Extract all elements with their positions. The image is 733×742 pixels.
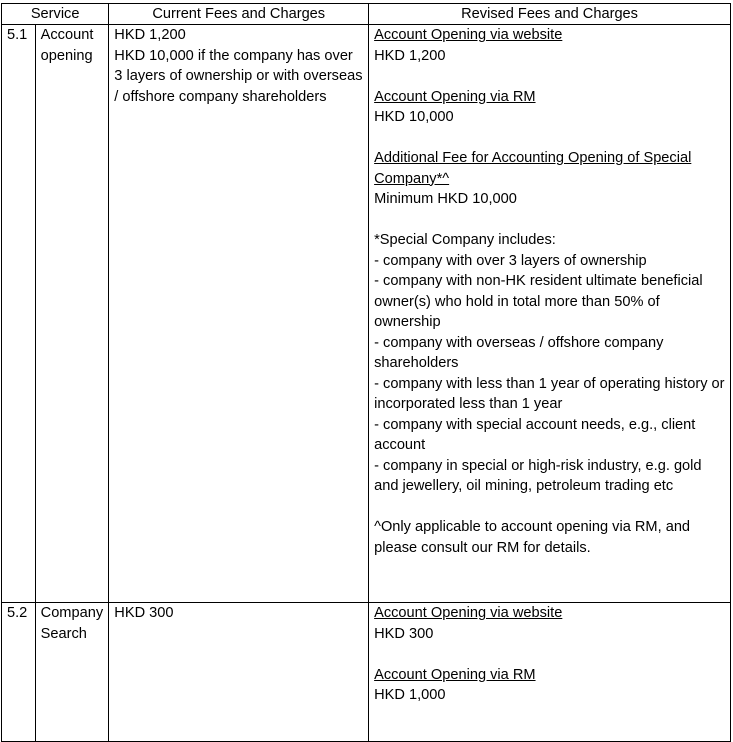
revised-fees-cell [369,25,731,603]
table-row [2,603,731,742]
current-fees-cell [109,603,369,742]
current-fee-line: HKD 300 [114,605,174,621]
service-name: Company Search [35,603,109,742]
special-company-item: - company with special account needs, e.g., client account [374,416,696,453]
rm-fee: HKD 10,000 [374,109,454,125]
header-revised-fees: Revised Fees and Charges [369,4,731,25]
website-fee: HKD 1,200 [374,47,446,64]
special-company-item: - company with non-HK resident ultimate beneficial owner(s) who hold in total more than 50% of ownership [374,273,703,330]
row-number: 5.1 [2,25,36,603]
header-row [2,4,731,25]
header-service: Service [2,4,109,25]
website-heading: Account Opening via website [374,605,563,621]
rm-fee: HKD 1,000 [374,687,446,703]
rm-note: ^Only applicable to account opening via RM, and please consult our RM for details. [374,519,691,556]
website-fee: HKD 300 [374,625,434,642]
current-fee-line: HKD 10,000 if the company has over 3 layers of ownership or with overseas / offshore company shareholders [114,47,363,105]
service-name: Account opening [35,25,109,603]
current-fee-line: HKD 1,200 [114,27,186,43]
row-number: 5.2 [2,603,36,742]
special-company-intro: *Special Company includes: [374,232,556,248]
additional-fee: Minimum HKD 10,000 [374,191,517,207]
current-fees-cell [109,25,369,603]
rm-heading: Account Opening via RM [374,666,536,683]
fees-table [1,3,731,742]
rm-heading: Account Opening via RM [374,88,536,105]
revised-fees-cell [369,603,731,742]
table-row [2,25,731,603]
additional-fee-heading: Additional Fee for Accounting Opening of Special Company*^ [374,150,692,187]
header-current-fees: Current Fees and Charges [109,4,369,25]
special-company-item: - company in special or high-risk industry, e.g. gold and jewellery, oil mining, petroleum trading etc [374,457,702,494]
special-company-item: - company with over 3 layers of ownership [374,252,647,269]
special-company-item: - company with overseas / offshore company shareholders [374,334,664,371]
special-company-item: - company with less than 1 year of operating history or incorporated less than 1 year [374,375,725,412]
website-heading: Account Opening via website [374,27,563,43]
